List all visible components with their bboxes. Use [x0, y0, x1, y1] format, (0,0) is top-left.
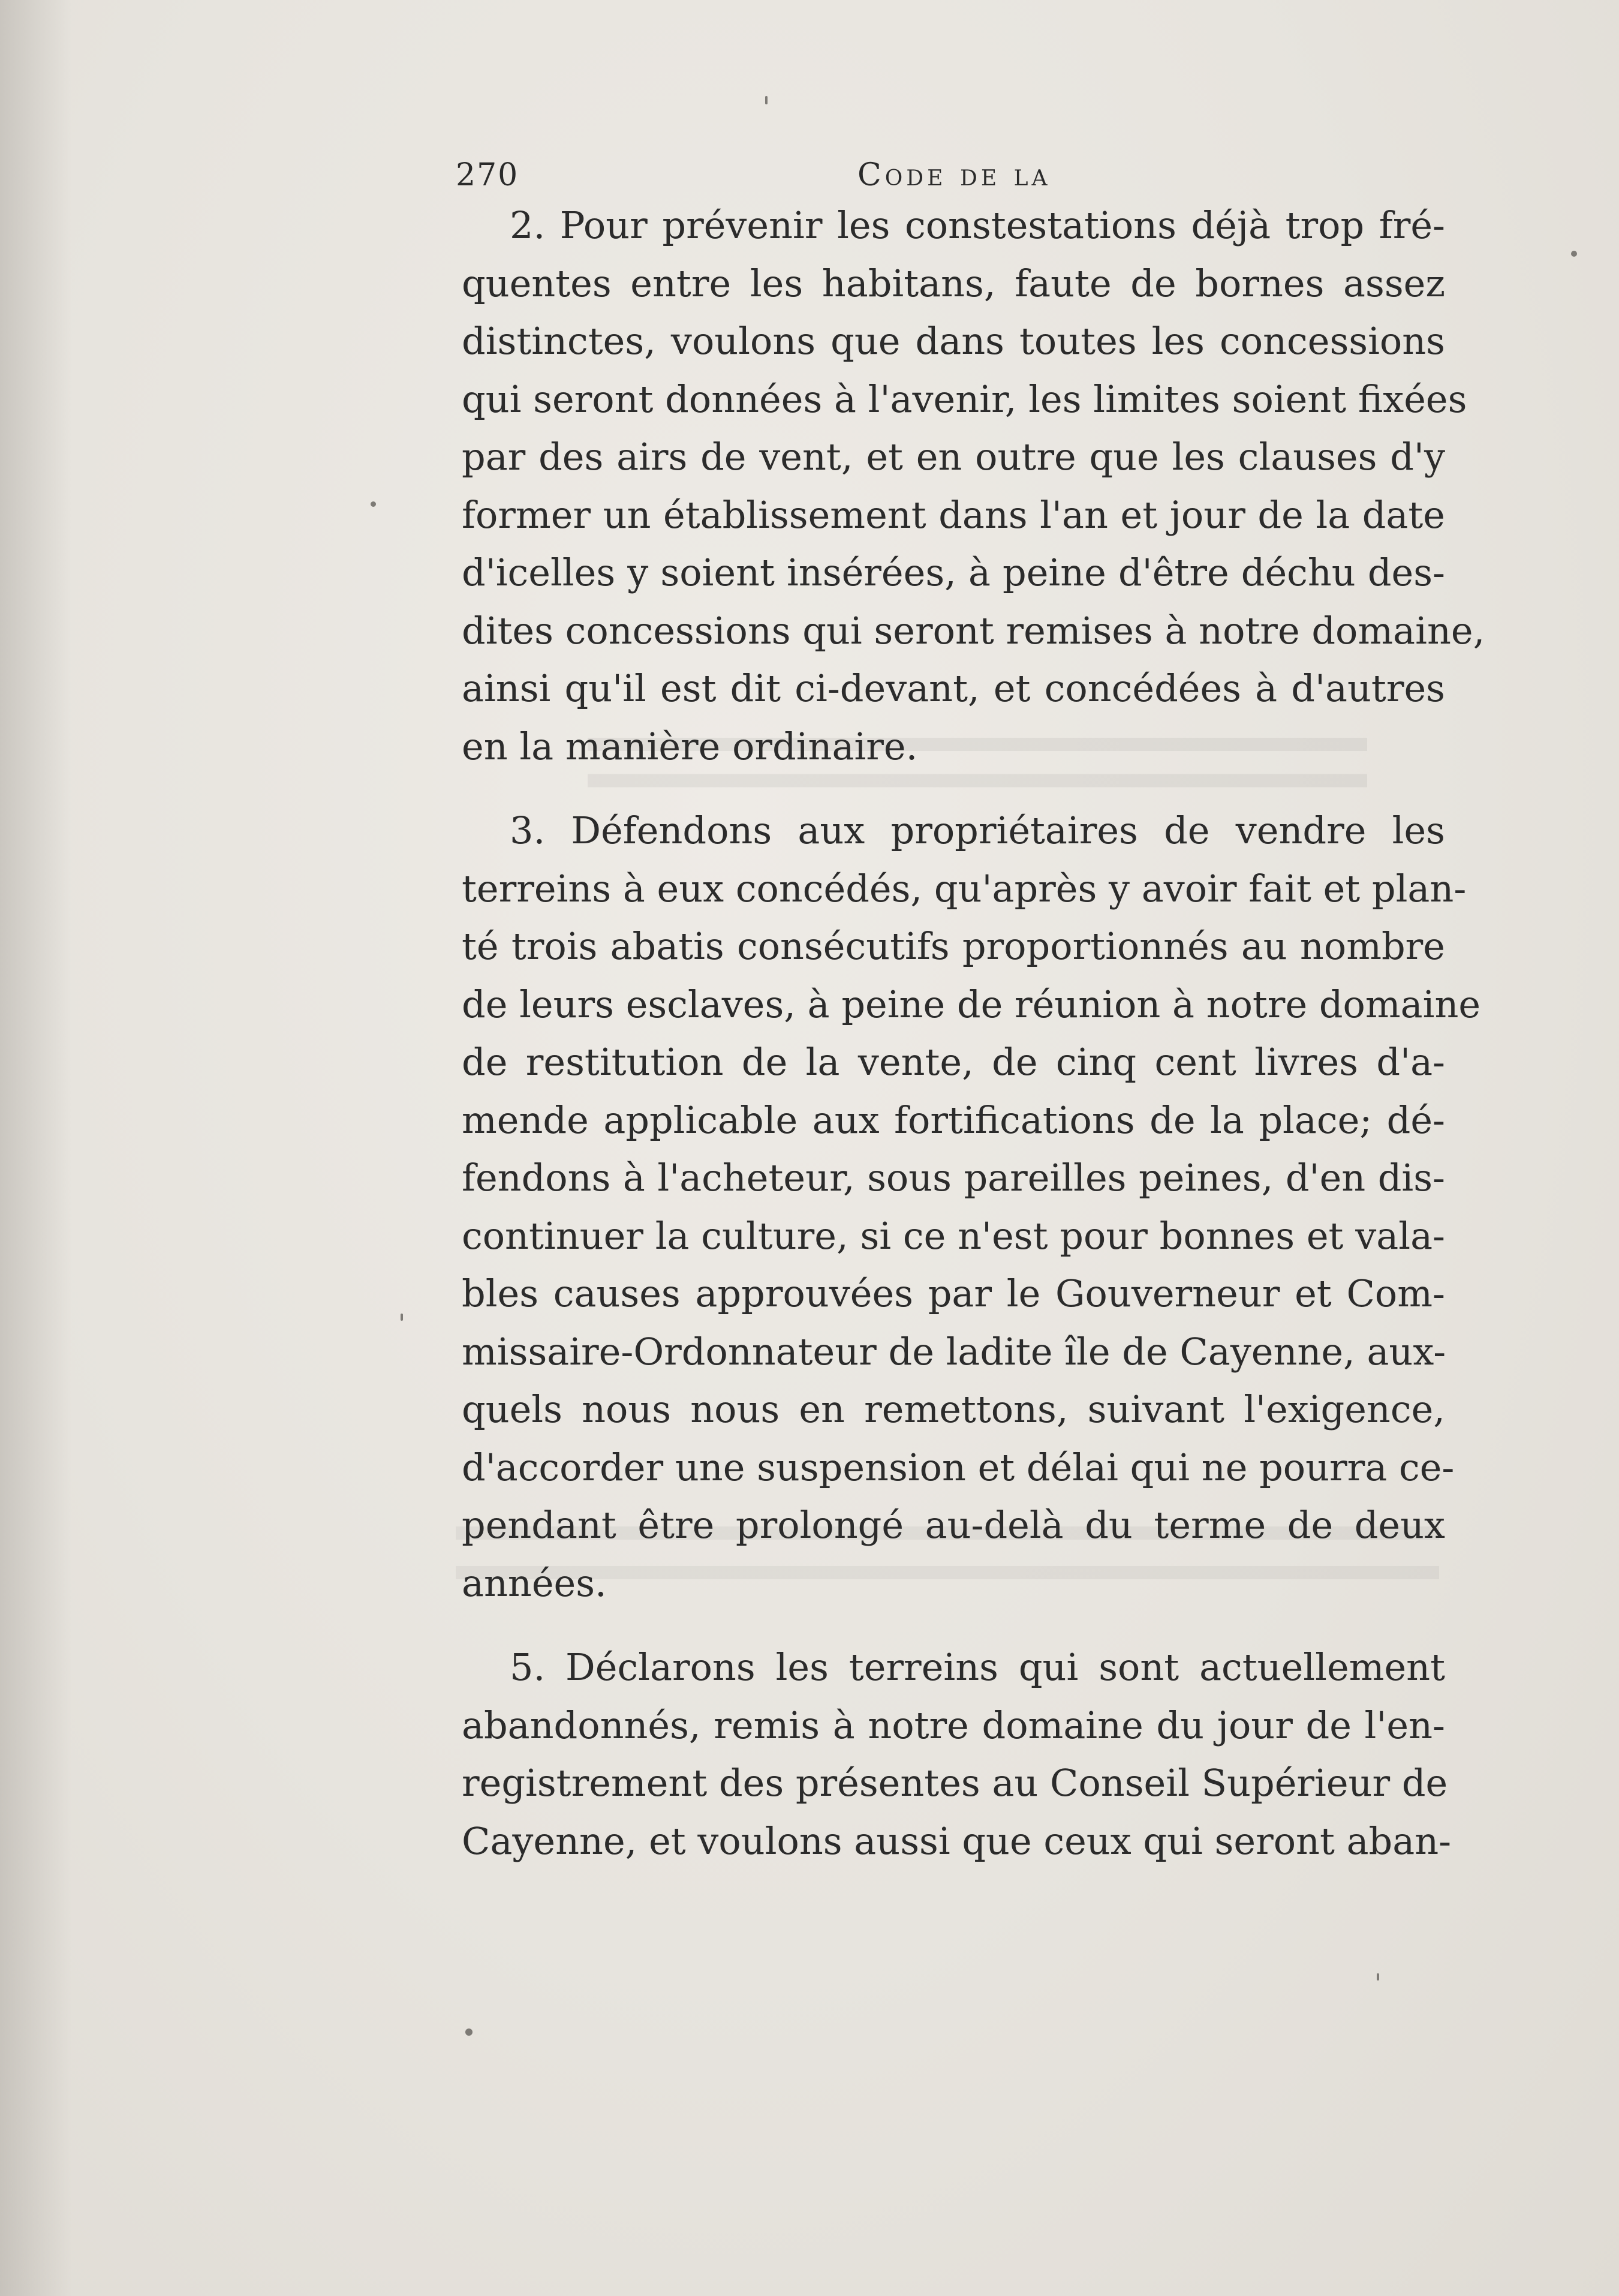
text-line: quels nous nous en remettons, suivant l'exigence,	[462, 1387, 1445, 1431]
text-line: distinctes, voulons que dans toutes les concessions	[462, 319, 1445, 363]
text-line: en la manière ordinaire.	[462, 724, 918, 768]
text-line: Cayenne, et voulons aussi que ceux qui seront aban-	[462, 1819, 1452, 1863]
paper-speck	[1377, 1973, 1379, 1981]
text-line: continuer la culture, si ce n'est pour bonnes et vala-	[462, 1213, 1445, 1258]
text-line: d'accorder une suspension et délai qui ne pourra ce-	[462, 1445, 1455, 1489]
text-line: terreins à eux concédés, qu'après y avoir fait et plan-	[462, 866, 1467, 910]
text-line: former un établissement dans l'an et jour de la date	[462, 492, 1445, 537]
paragraph-article-3	[462, 802, 1481, 1612]
page-number: 270	[456, 157, 519, 193]
paper-speck	[765, 96, 768, 104]
text-line: abandonnés, remis à notre domaine du jour de l'en-	[462, 1703, 1445, 1747]
text-line: de restitution de la vente, de cinq cent livres d'a-	[462, 1040, 1445, 1084]
text-line: d'icelles y soient insérées, à peine d'être déchu des-	[462, 551, 1445, 594]
text-line: dites concessions qui seront remises à notre domaine,	[462, 608, 1485, 653]
text-line: par des airs de vent, et en outre que les clauses d'y	[462, 435, 1445, 479]
text-line: 5. Déclarons les terreins qui sont actuellement	[510, 1645, 1445, 1689]
text-line: qui seront données à l'avenir, les limites soient fixées	[462, 377, 1467, 421]
paragraph-article-2	[462, 197, 1485, 776]
paper-speck	[465, 2028, 473, 2036]
text-line: missaire-Ordonnateur de ladite île de Cayenne, aux-	[462, 1329, 1446, 1374]
running-head: Code de la	[857, 157, 1051, 193]
text-line: années.	[462, 1561, 607, 1605]
text-line: pendant être prolongé au-delà du terme de deux	[462, 1503, 1445, 1547]
text-line: mende applicable aux fortifications de la place; dé-	[462, 1098, 1445, 1142]
paper-speck	[401, 1314, 403, 1321]
paragraph-article-5	[462, 1639, 1452, 1870]
paper-speck	[371, 501, 376, 507]
text-line: registrement des présentes au Conseil Supérieur de	[462, 1761, 1448, 1805]
gutter-shadow	[0, 0, 72, 2296]
page-header	[456, 157, 1115, 199]
paper-speck	[1571, 251, 1577, 257]
text-line: ainsi qu'il est dit ci-devant, et concédées à d'autres	[462, 666, 1445, 710]
body-text	[462, 197, 1485, 1870]
text-line: té trois abatis consécutifs proportionnés au nombre	[462, 924, 1445, 968]
text-line: 2. Pour prévenir les constestations déjà trop fré-	[510, 203, 1445, 247]
text-line: quentes entre les habitans, faute de bornes assez	[462, 261, 1445, 305]
text-line: 3. Défendons aux propriétaires de vendre les	[510, 809, 1445, 852]
text-line: bles causes approuvées par le Gouverneur et Com-	[462, 1272, 1445, 1315]
text-line: fendons à l'acheteur, sous pareilles peines, d'en dis-	[462, 1156, 1445, 1200]
text-line: de leurs esclaves, à peine de réunion à notre domaine	[462, 982, 1481, 1026]
